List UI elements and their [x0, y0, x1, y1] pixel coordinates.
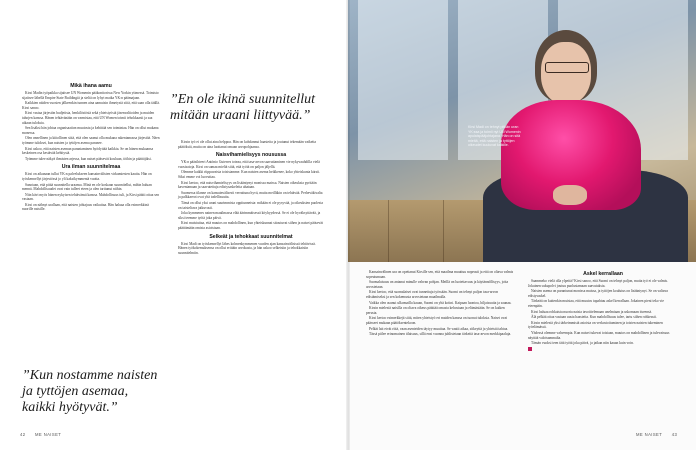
- paragraph: Kirsi vastaa järjestön budjetista, henkilöstöstä sekä yhteistyöstä jäsenvaltioiden ja muiden tahojen kanssa. Hänen tehtävänään on varmistaa, että UN Women toimii tehokkaasti ja saa aikaan tuloksia.: [22, 111, 155, 125]
- subheading-naisvihamielisyys: Naisvihamielisyys nousussa: [215, 152, 287, 159]
- paragraph: Kirsi muistuttaa, että muutos on mahdollinen, kun yhteiskunnat sitoutuvat siihen ja naiset pääsevät päättämään omista asioistaan.: [178, 221, 323, 230]
- paragraph: Tärkeää on kuitenkin muistaa, että muutos tapahtuu askel kerrallaan. Jokainen pieni teko vie eteenpäin.: [528, 299, 664, 308]
- paragraph: Tässä piilee erinomainen tilaisuus, sillä ensi vuonna juhlistetaan tärkeitä tasa-arvon merkkipaaluja.: [369, 332, 512, 337]
- subheading-askel-kerrallaan: Askel kerrallaan: [583, 271, 623, 277]
- paragraph: Kirsin mielestä naisilla on oltava oikeus päättää omasta kehostaan ja elämästään. Se on kaiken perusta.: [366, 306, 505, 315]
- paragraph: Naisten asema on parantunut monissa maissa, ja tyttöjen koulutus on lisääntynyt. Se on valtava edistysaskel.: [528, 289, 668, 298]
- face: [541, 42, 591, 104]
- photo-caption: Kirsi Madi on tehnyt pitkän uran YK:ssa ja toimii nyt UN Womenin apulaispääjohtajana. Hän on sitä mieltä, että naisten ja tyttöjen oikeudet kuuluvat kaikille.: [468, 125, 521, 148]
- paragraph: Suomessa tilanne on kansainvälisesti verrattuna hyvä, mutta meilläkin on tehtävää. Perheväkivalta ja palkkaerot ovat yhä todellisuutta.: [178, 190, 323, 200]
- paragraph: Yhdessä olemme vahvempia. Kun naiset tukevat toisiaan, muutos on mahdollinen ja tulevaisuus näyttää valoisammalta.: [528, 330, 670, 340]
- page-number: 42: [20, 432, 26, 437]
- paragraph: Kirsi Madin työpaikka sijaitsee UN Womenin pääkonttorissa New Yorkin ytimessä. Toimisto sijaitsee lähellä Empire State Buildingiä ja sieltä on lyhyt matka YK:n päämajaan.: [22, 91, 159, 100]
- paragraph: Vaikka olen asunut ulkomailla kauan, Suomi on yhä kotini. Kaipaan luontoa, hiljaisuutta ja saunaa.: [369, 300, 512, 305]
- paragraph: Niin kävi myös hänen nykyisen tehtävänsä kanssa. Mahdollisuus tuli, ja Kirsi päätti ottaa sen vastaan.: [22, 192, 160, 202]
- paragraph: Sen lisäksi hän johtaa organisaation muutosta ja kehittää sen toimintaa. Hän on ollut mukana monessa.: [22, 126, 159, 135]
- portrait-photo: [348, 0, 696, 262]
- pull-quote-top: ”En ole ikinä suunnitellut mitään uraani liittyvää.”: [170, 92, 316, 124]
- paragraph: Kirsi kertoo esimerkkejä siitä, miten yhteistyö eri maiden kanssa on tuonut tuloksia. Naiset ovat päässeet mukaan päätöksentekoon.: [366, 316, 508, 325]
- window-pane: [358, 0, 448, 160]
- right-footer: [636, 432, 677, 437]
- hand: [553, 185, 587, 205]
- body-block: [22, 172, 160, 212]
- paragraph: YK:n pääsihteeri António Guterres toteaa, että tasa-arvon saavuttaminen vie nykyvauhdilla vielä vuosisatoja. Kirsi on samaa mieltä siitä, että työtä on paljon jäljellä.: [178, 160, 320, 169]
- paragraph: Kirsi kertoo, että suomalaiset ovat tunnettuja työssään. Suomi on tehnyt paljon tasa-arvon edistämiseksi ja sen kokemusta arvostetaan maailmalla.: [366, 290, 499, 299]
- paragraph: Tämä on ollut yksi urani suurimmista oppitunneista: mikään ei ole pysyvää, ja oikeuksien puolesta on taisteltava jatkuvasti.: [178, 200, 323, 210]
- paragraph: Pelkät lait eivät riitä, vaan asenteiden täytyy muuttua. Se vaatii aikaa, sitkeyttä ja yhteistä tahtoa.: [369, 326, 509, 331]
- end-mark-icon: [528, 347, 532, 351]
- body-block: [528, 279, 678, 346]
- paragraph: Kaikkien näiden vuosien jälkeenkin tunnen aina aamuisin ihmetystä siitä, että saan olla täällä. Kirsi sanoo.: [22, 101, 160, 110]
- body-block: [366, 270, 514, 337]
- right-column-2: [528, 268, 678, 351]
- magazine-name: ME NAISET: [35, 432, 62, 437]
- glasses: [545, 62, 589, 73]
- paragraph: Joka kymmenes nainen maailmassa elää äärimmäisessä köyhyydessä. Se ei ole hyväksyttävää, ja siksi teemme työtä joka päivä.: [178, 211, 321, 220]
- paragraph: Kansainvälinen ura on opettanut Kirsille sen, että maailma muuttuu nopeasti ja että on oltava valmis sopeutumaan.: [366, 270, 514, 279]
- magazine-name: ME NAISET: [636, 432, 663, 437]
- paragraph: Tämän vuoksi teen tätä työtä joka päivä, ja jatkan niin kauan kuin voin.: [531, 341, 634, 346]
- paragraph: Sanotaan, että pitää suunnitella uraansa. Minä en ole koskaan suunnitellut, mihin haluan mennä. Mahdollisuudet ovat vain tulleet eteen ja olen tarttunut niihin.: [22, 182, 152, 192]
- paragraph: Kirsi uskoo, että naisten aseman parantaminen hyödyttää kaikkia. Se on hänen mukaansa keskeinen osa kestävää kehitystä.: [22, 146, 154, 156]
- paragraph: Kirsi Madi on työskennellyt lähes kolmenkymmenen vuoden ajan kansainvälisissä tehtävissä. Hänen työkokemuksensa on ollut erittäin arvokasta, ja hän uskoo selkeisiin ja tehokkaisiin suunnitelmiin.: [178, 241, 316, 255]
- paragraph: Suomalaisuus on antanut minulle vahvan pohjan. Meillä on luotettavuus ja käytännöllisyys, joita arvostetaan.: [366, 280, 509, 289]
- paragraph: Olen onnellinen ja kiitollinen siitä, että olen saanut olla mukana rakentamassa järjestöä. Näen työmme tulokset, kun naisten ja tyttöjen asema paranee.: [22, 136, 160, 145]
- paragraph: Kirsi on nähnyt urallaan, että naisten johtajuus vaikuttaa. Hän haluaa olla esimerkkinä nuorille naisille.: [22, 202, 149, 212]
- right-column-1: [366, 270, 514, 338]
- body-block: [178, 242, 324, 256]
- floor-plank: [443, 200, 444, 262]
- subheading-suunnitelmat: Selkeät ja tehokkaat suunnitelmat: [209, 233, 293, 240]
- paragraph: Kirsi haluaa rohkaista nuoria naisia tavoittelemaan unelmiaan ja uskomaan itseensä.: [531, 309, 652, 314]
- left-column-1: [22, 80, 160, 213]
- spine-gutter: [346, 0, 350, 450]
- paragraph: Olemme kaikki riippuvaisia toisistamme. Kun naisten asema heikkenee, koko yhteiskunta kärsii. Siksi emme voi luovuttaa.: [178, 170, 321, 179]
- right-page: [348, 0, 696, 450]
- body-block: [22, 91, 160, 161]
- paragraph: Saammeko vielä olla ylpeitä? Kirsi sanoo, että Suomi on tehnyt paljon, mutta työ ei ole valmis. Jokainen sukupolvi joutuu puolustamaan saavutuksia.: [528, 279, 668, 288]
- pull-quote-bottom: ”Kun nostamme naisten ja tyttöjen asemaa, kaikki hyötyvät.”: [22, 368, 158, 416]
- left-footer: [20, 432, 61, 437]
- paragraph: Kirsin mielestä yksi tärkeimmistä asioista on verkostoituminen ja toisten naisten tukeminen työelämässä.: [528, 320, 663, 330]
- paragraph: Kirsi on aikanaan tullut YK:n palvelukseen kansainvälisten virkamiesten kautta. Hän on työskennellyt järjestössä jo yli kaksikymmentä vuotta.: [22, 172, 152, 181]
- floor-plank: [388, 200, 389, 262]
- page-number: 43: [671, 432, 678, 437]
- paragraph: Kirsi kertoo, että naisvihamielisyys on lisääntynyt monissa maissa. Naisten oikeuksia pyritään kaventamaan ja saavutettuja edistysaskeleita uhataan.: [178, 180, 317, 190]
- paragraph: Älä pelkää ottaa vastaan uusia haasteita. Kun mahdollisuus tulee, tartu siihen rohkeasti.: [531, 315, 657, 320]
- body-block: [178, 160, 324, 230]
- subheading-ura: Ura ilman suunnitelmaa: [61, 164, 121, 171]
- left-column-2: [178, 140, 324, 256]
- subheading-mika-ihana-aamu: Mikä ihana aamu: [70, 83, 112, 89]
- paragraph: Työmme tulee näkyä ihmisten arjessa, kun naiset pääsevät kouluun, töihin ja päättäjiksi.: [25, 156, 152, 161]
- body-block: [178, 140, 324, 149]
- paragraph: Kirsin työ ei ole ollut aina helppoa. Hän on kohdannut haasteita ja joutunut tekemään vaikeita päätöksiä, mutta on aina luottanut omaan arvopohjaansa.: [178, 140, 317, 149]
